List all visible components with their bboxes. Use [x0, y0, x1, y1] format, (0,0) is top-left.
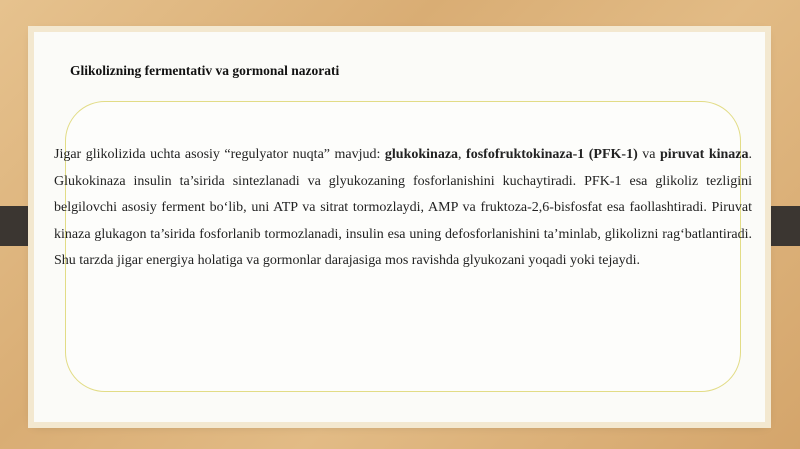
paragraph-text-1: Jigar glikolizida uchta asosiy “regulyator nuqta” mavjud: [54, 147, 385, 162]
paragraph-text-4: . Glukokinaza insulin ta’sirida sintezlanadi va glyukozaning fosforlanishini kuchaytiradi. PFK-1 esa glikoliz tezligini belgilovchi asosiy ferment bo‘lib, uni ATP va sitrat tormozlaydi, AMP va fruktoza-2,6-bisfosfat esa faollashtiradi. Piruvat kinaza glukagon ta’sirida fosforlanib tormozlanadi, insulin esa uning defosforlanishini ta’minlab, glikolizni rag‘batlantiradi. Shu tarzda jigar energiya holatiga va gormonlar darajasiga mos ravishda glyukozani yoqadi yoki tejaydi. [54, 147, 753, 268]
term-piruvat-kinaza: piruvat kinaza [660, 147, 749, 162]
slide-title: Glikolizning fermentativ va gormonal nazorati [70, 63, 340, 78]
paragraph-text-2: , [458, 147, 467, 162]
left-decorative-tab [0, 206, 38, 246]
term-pfk1: fosfofruktokinaza-1 (PFK-1) [466, 147, 638, 162]
term-glukokinaza: glukokinaza [384, 147, 459, 162]
body-paragraph [54, 142, 752, 275]
paragraph-text-3: va [637, 147, 660, 162]
